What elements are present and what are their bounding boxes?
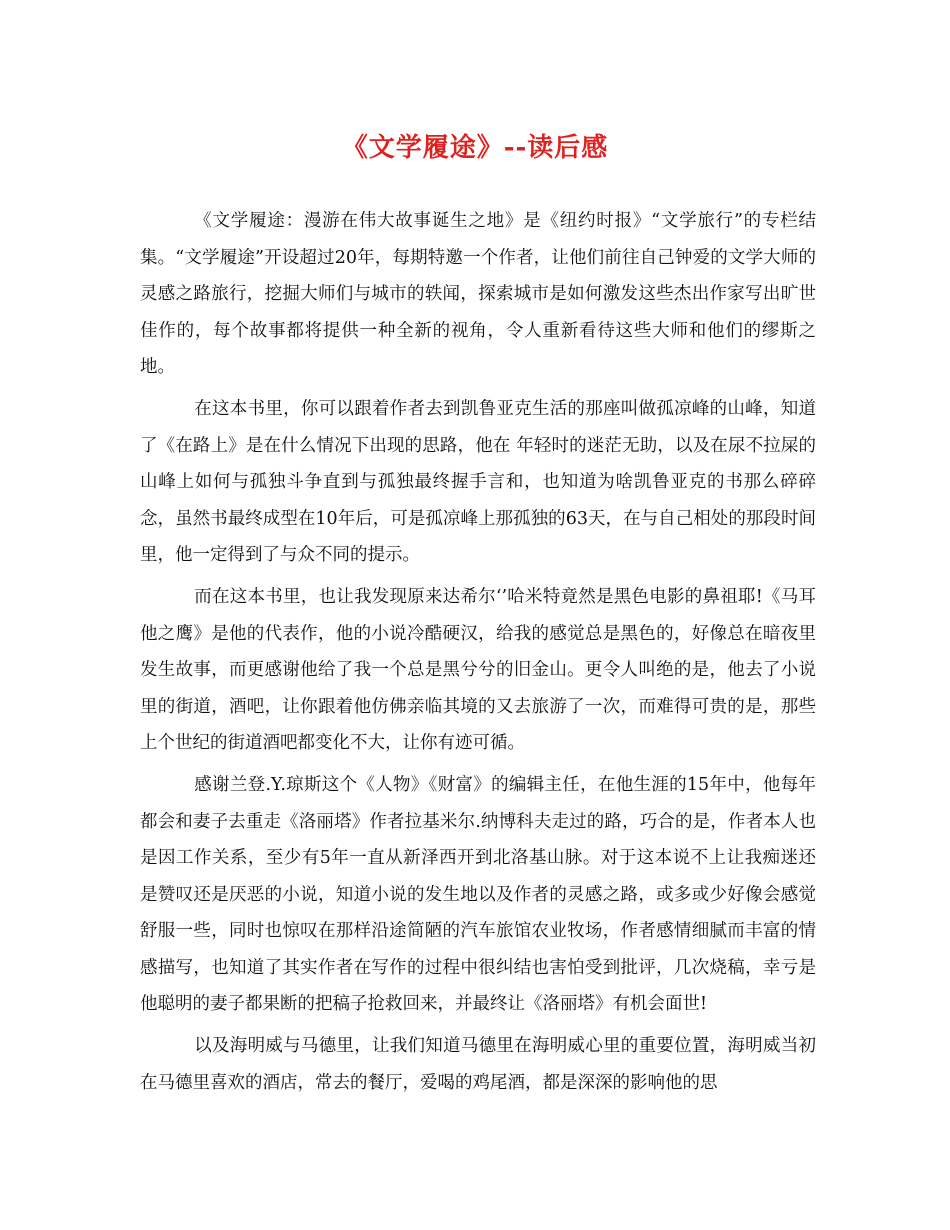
paragraph-4: 感谢兰登.Y.琼斯这个《人物》《财富》的编辑主任，在他生涯的15年中，他每年都会和妻子去重走《洛丽塔》作者拉基米尔.纳博科夫走过的路，巧合的是，作者本人也是因工作关系，至少有5年一直从新泽西开到北洛基山脉。对于这本说不上让我痴迷还是赞叹还是厌恶的小说，知道小说的发生地以及作者的灵感之路，或多或少好像会感觉舒服一些，同时也惊叹在那样沿途简陋的汽车旅馆农业牧场，作者感情细腻而丰富的情感描写，也知道了其实作者在写作的过程中很纠结也害怕受到批评，几次烧稿，幸亏是他聪明的妻子都果断的把稿子抢救回来，并最终让《洛丽塔》有机会面世!	[140, 774, 816, 1015]
paragraph-2: 在这本书里，你可以跟着作者去到凯鲁亚克生活的那座叫做孤凉峰的山峰，知道了《在路上》是在什么情况下出现的思路，他在 年轻时的迷茫无助，以及在尿不拉屎的山峰上如何与孤独斗争直到与孤独最终握手言和，也知道为啥凯鲁亚克的书那么碎碎念，虽然书最终成型在10年后，可是孤凉峰上那孤独的63天，在与自己相处的那段时间里，他一定得到了与众不同的提示。	[140, 398, 816, 566]
document-title: 《文学履途》--读后感	[341, 133, 609, 163]
paragraph-1: 《文学履途：漫游在伟大故事诞生之地》是《纽约时报》“文学旅行”的专栏结集。“文学履途”开设超过20年，每期特邀一个作者，让他们前往自己钟爱的文学大师的灵感之路旅行，挖掘大师们与城市的轶闻，探索城市是如何激发这些杰出作家写出旷世佳作的，每个故事都将提供一种全新的视角，令人重新看待这些大师和他们的缪斯之地。	[140, 211, 816, 378]
paragraph-3: 而在这本书里，也让我发现原来达希尔‘’哈米特竟然是黑色电影的鼻祖耶!《马耳他之鹰》是他的代表作，他的小说冷酷硬汉，给我的感觉总是黑色的，好像总在暗夜里发生故事，而更感谢他给了我一个总是黑兮兮的旧金山。更令人叫绝的是，他去了小说里的街道，酒吧，让你跟着他仿佛亲临其境的又去旅游了一次，而难得可贵的是，那些上个世纪的街道酒吧都变化不大，让你有迹可循。	[140, 586, 816, 754]
document-body	[140, 203, 816, 1106]
paragraph-5: 以及海明威与马德里，让我们知道马德里在海明威心里的重要位置，海明威当初在马德里喜欢的酒店，常去的餐厅，爱喝的鸡尾酒，都是深深的影响他的思	[140, 1036, 816, 1093]
